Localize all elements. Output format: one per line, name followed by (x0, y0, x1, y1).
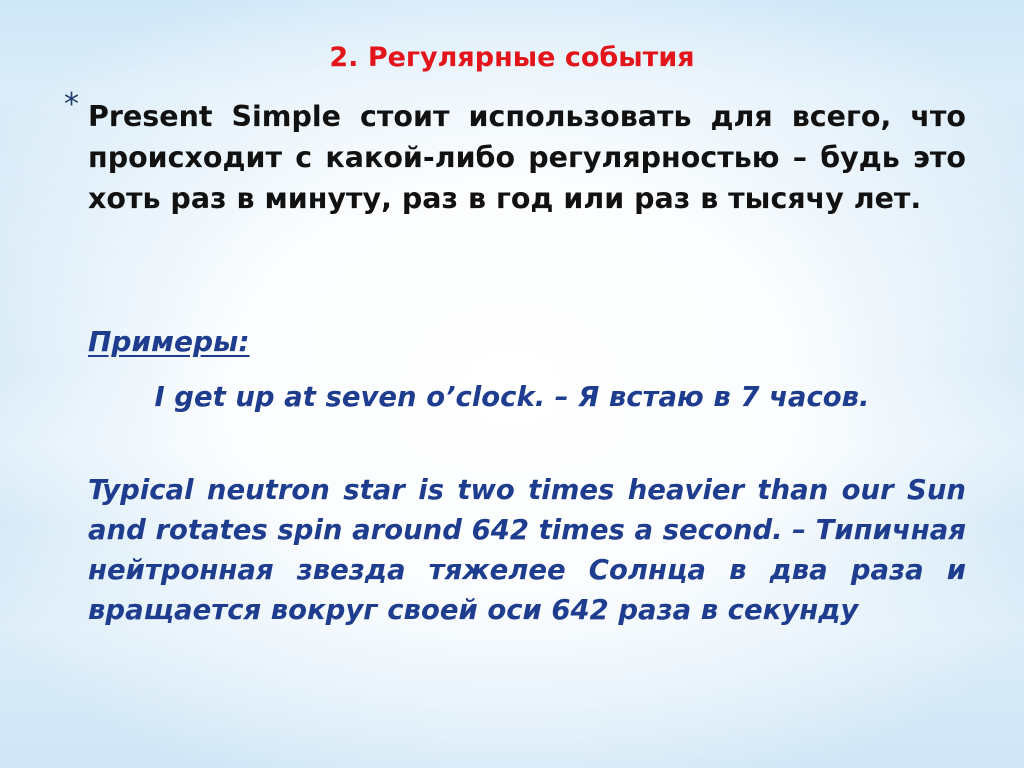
slide-title: 2. Регулярные события (329, 42, 695, 73)
intro-paragraph: Present Simple стоит использовать для всего, что происходит с какой-либо регулярностью – будь это хоть раз в минуту, раз в год или раз в тысячу лет. (88, 100, 966, 215)
bullet-asterisk-icon: * (64, 87, 79, 122)
example-sentence-2: Typical neutron star is two times heavier than our Sun and rotates spin around 642 times a second. – Типичная нейтронная звезда тяжелее Солнца в два раза и вращается вокруг своей оси 642 раза в секунду (88, 474, 966, 626)
examples-heading: Примеры: (88, 325, 250, 358)
example-sentence-1: I get up at seven o’clock. – Я встаю в 7 часов. (154, 381, 870, 413)
